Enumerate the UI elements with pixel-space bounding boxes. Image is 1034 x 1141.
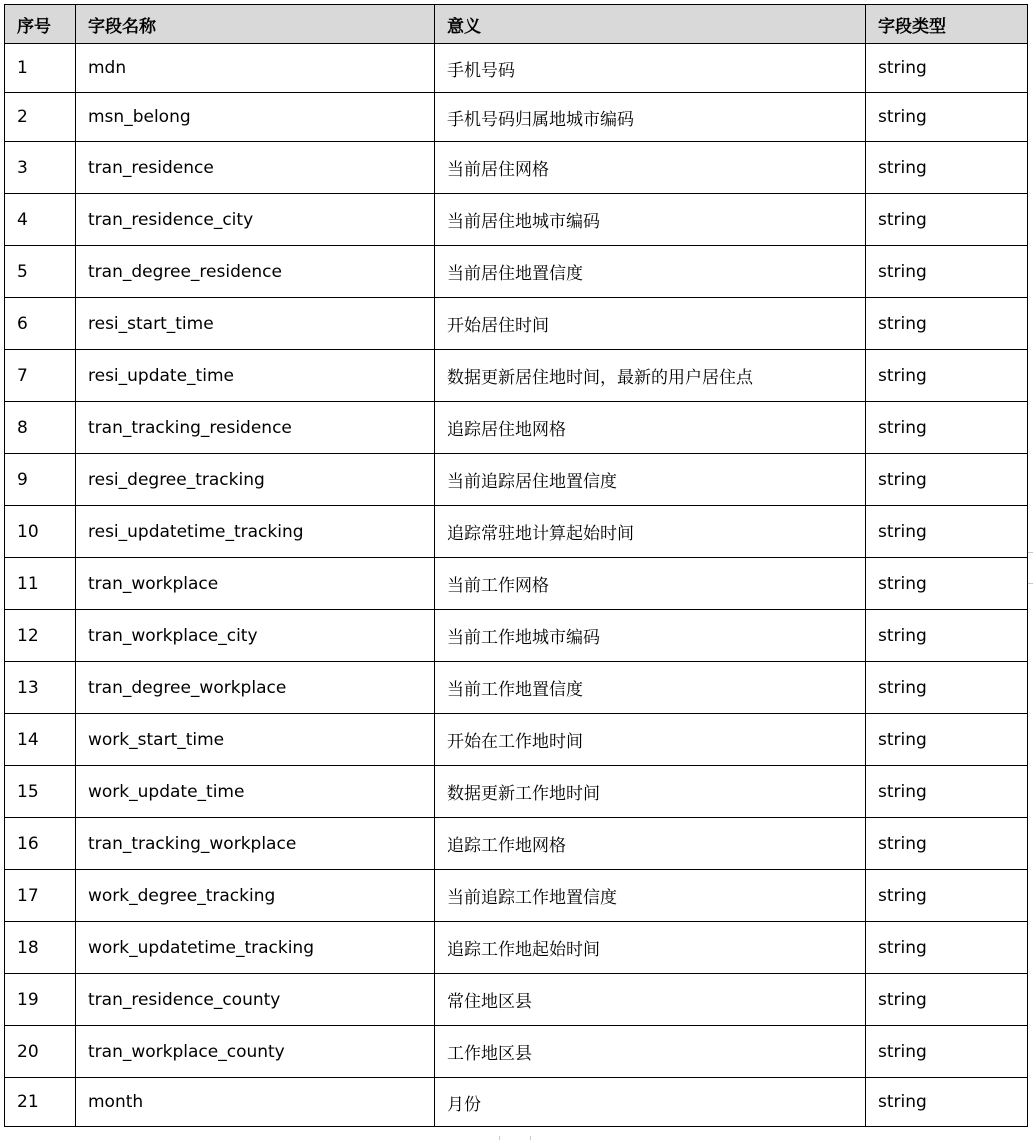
- cell-index: 10: [5, 506, 76, 558]
- cell-index: 13: [5, 662, 76, 714]
- cell-meaning: 追踪工作地网格: [435, 818, 866, 870]
- cell-meaning: 数据更新工作地时间: [435, 766, 866, 818]
- cell-meaning: 月份: [435, 1078, 866, 1127]
- page-edge-mark: [499, 1136, 531, 1140]
- cell-field-name: tran_degree_workplace: [76, 662, 435, 714]
- cell-meaning: 当前居住地城市编码: [435, 194, 866, 246]
- cell-field-type: string: [866, 922, 1028, 974]
- table-row: [5, 714, 1028, 766]
- cell-meaning: 当前居住网格: [435, 142, 866, 194]
- cell-index: 16: [5, 818, 76, 870]
- cell-field-name: tran_tracking_workplace: [76, 818, 435, 870]
- cell-field-name: resi_degree_tracking: [76, 454, 435, 506]
- cell-field-type: string: [866, 558, 1028, 610]
- table-row: [5, 93, 1028, 142]
- cell-field-type: string: [866, 350, 1028, 402]
- table-row: [5, 922, 1028, 974]
- cell-index: 17: [5, 870, 76, 922]
- cell-field-name: month: [76, 1078, 435, 1127]
- table-row: [5, 454, 1028, 506]
- header-index: 序号: [5, 5, 76, 44]
- cell-meaning: 开始居住时间: [435, 298, 866, 350]
- table-row: [5, 298, 1028, 350]
- cell-index: 9: [5, 454, 76, 506]
- cell-meaning: 开始在工作地时间: [435, 714, 866, 766]
- cell-index: 11: [5, 558, 76, 610]
- cell-field-name: tran_residence_county: [76, 974, 435, 1026]
- cell-field-name: work_updatetime_tracking: [76, 922, 435, 974]
- table-header: [5, 5, 1028, 44]
- table-row: [5, 142, 1028, 194]
- cell-meaning: 追踪常驻地计算起始时间: [435, 506, 866, 558]
- cell-index: 2: [5, 93, 76, 142]
- cell-field-name: resi_updatetime_tracking: [76, 506, 435, 558]
- table-row: [5, 870, 1028, 922]
- cell-field-name: resi_update_time: [76, 350, 435, 402]
- cell-field-name: tran_residence: [76, 142, 435, 194]
- cell-index: 7: [5, 350, 76, 402]
- cell-field-name: work_start_time: [76, 714, 435, 766]
- cell-meaning: 追踪工作地起始时间: [435, 922, 866, 974]
- cell-index: 8: [5, 402, 76, 454]
- table-row: [5, 506, 1028, 558]
- cell-meaning: 当前追踪工作地置信度: [435, 870, 866, 922]
- cell-field-type: string: [866, 1078, 1028, 1127]
- cell-index: 19: [5, 974, 76, 1026]
- cell-index: 4: [5, 194, 76, 246]
- cell-index: 5: [5, 246, 76, 298]
- cell-field-type: string: [866, 1026, 1028, 1078]
- cell-field-name: resi_start_time: [76, 298, 435, 350]
- cell-field-name: work_degree_tracking: [76, 870, 435, 922]
- cell-meaning: 当前追踪居住地置信度: [435, 454, 866, 506]
- cell-field-name: tran_workplace_city: [76, 610, 435, 662]
- page-edge-mark: [1028, 552, 1033, 584]
- table-row: [5, 558, 1028, 610]
- cell-meaning: 手机号码归属地城市编码: [435, 93, 866, 142]
- cell-field-type: string: [866, 93, 1028, 142]
- cell-field-type: string: [866, 298, 1028, 350]
- cell-field-name: tran_workplace_county: [76, 1026, 435, 1078]
- table-row: [5, 766, 1028, 818]
- table-row: [5, 1026, 1028, 1078]
- table-row: [5, 818, 1028, 870]
- cell-field-type: string: [866, 974, 1028, 1026]
- cell-field-name: work_update_time: [76, 766, 435, 818]
- cell-index: 15: [5, 766, 76, 818]
- cell-index: 1: [5, 44, 76, 93]
- header-meaning: 意义: [435, 5, 866, 44]
- cell-field-type: string: [866, 766, 1028, 818]
- table-row: [5, 610, 1028, 662]
- cell-meaning: 手机号码: [435, 44, 866, 93]
- cell-index: 14: [5, 714, 76, 766]
- cell-field-type: string: [866, 454, 1028, 506]
- table-row: [5, 44, 1028, 93]
- cell-field-name: tran_tracking_residence: [76, 402, 435, 454]
- cell-field-type: string: [866, 610, 1028, 662]
- table-body: [5, 44, 1028, 1127]
- cell-index: 12: [5, 610, 76, 662]
- cell-field-type: string: [866, 402, 1028, 454]
- cell-field-type: string: [866, 714, 1028, 766]
- table-row: [5, 402, 1028, 454]
- cell-field-type: string: [866, 506, 1028, 558]
- cell-meaning: 当前工作网格: [435, 558, 866, 610]
- cell-field-type: string: [866, 142, 1028, 194]
- cell-field-name: tran_residence_city: [76, 194, 435, 246]
- header-field-type: 字段类型: [866, 5, 1028, 44]
- table-row: [5, 1078, 1028, 1127]
- cell-index: 3: [5, 142, 76, 194]
- cell-field-type: string: [866, 818, 1028, 870]
- cell-meaning: 当前工作地置信度: [435, 662, 866, 714]
- table-row: [5, 974, 1028, 1026]
- table-row: [5, 662, 1028, 714]
- cell-field-name: mdn: [76, 44, 435, 93]
- cell-field-name: tran_degree_residence: [76, 246, 435, 298]
- table-row: [5, 194, 1028, 246]
- field-definition-table: [4, 4, 1028, 1127]
- cell-meaning: 当前工作地城市编码: [435, 610, 866, 662]
- cell-meaning: 常住地区县: [435, 974, 866, 1026]
- cell-index: 18: [5, 922, 76, 974]
- cell-meaning: 追踪居住地网格: [435, 402, 866, 454]
- cell-field-type: string: [866, 662, 1028, 714]
- cell-field-name: tran_workplace: [76, 558, 435, 610]
- table-row: [5, 350, 1028, 402]
- cell-field-name: msn_belong: [76, 93, 435, 142]
- cell-field-type: string: [866, 246, 1028, 298]
- table-row: [5, 246, 1028, 298]
- cell-index: 20: [5, 1026, 76, 1078]
- cell-meaning: 数据更新居住地时间，最新的用户居住点: [435, 350, 866, 402]
- header-row: [5, 5, 1028, 44]
- cell-index: 6: [5, 298, 76, 350]
- header-field-name: 字段名称: [76, 5, 435, 44]
- cell-meaning: 工作地区县: [435, 1026, 866, 1078]
- cell-field-type: string: [866, 44, 1028, 93]
- cell-field-type: string: [866, 870, 1028, 922]
- cell-meaning: 当前居住地置信度: [435, 246, 866, 298]
- cell-index: 21: [5, 1078, 76, 1127]
- cell-field-type: string: [866, 194, 1028, 246]
